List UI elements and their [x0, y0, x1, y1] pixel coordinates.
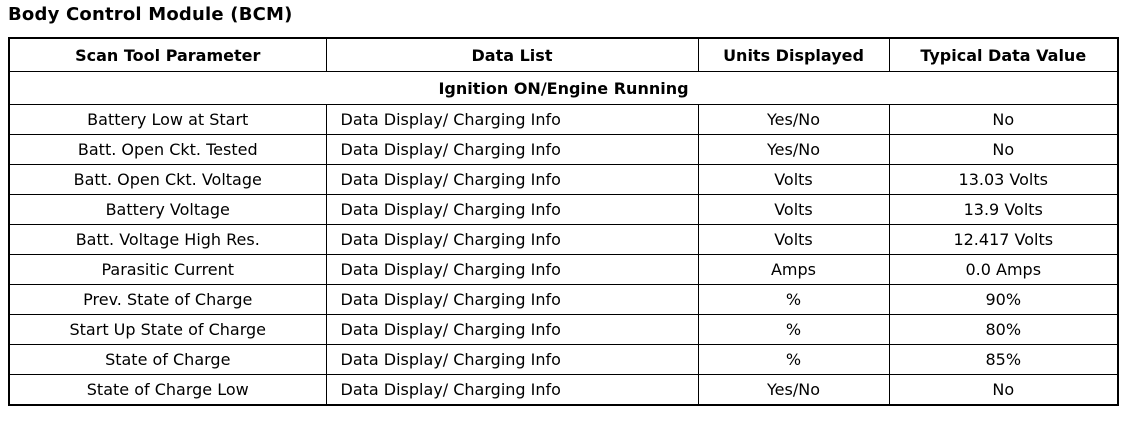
cell-typical-data-value: 12.417 Volts — [889, 225, 1118, 255]
cell-units-displayed: Yes/No — [698, 135, 889, 165]
cell-data-list: Data Display/ Charging Info — [326, 285, 698, 315]
cell-units-displayed: % — [698, 285, 889, 315]
cell-units-displayed: Volts — [698, 195, 889, 225]
cell-typical-data-value: No — [889, 375, 1118, 406]
cell-units-displayed: % — [698, 315, 889, 345]
table-row — [9, 105, 1118, 135]
cell-scan-tool-parameter: State of Charge — [9, 345, 326, 375]
table-row — [9, 285, 1118, 315]
cell-scan-tool-parameter: Prev. State of Charge — [9, 285, 326, 315]
cell-units-displayed: Volts — [698, 225, 889, 255]
cell-scan-tool-parameter: Battery Low at Start — [9, 105, 326, 135]
cell-data-list: Data Display/ Charging Info — [326, 255, 698, 285]
header-scan-tool-parameter: Scan Tool Parameter — [9, 38, 326, 72]
cell-scan-tool-parameter: Parasitic Current — [9, 255, 326, 285]
cell-units-displayed: Yes/No — [698, 105, 889, 135]
cell-data-list: Data Display/ Charging Info — [326, 195, 698, 225]
header-data-list: Data List — [326, 38, 698, 72]
cell-data-list: Data Display/ Charging Info — [326, 105, 698, 135]
bcm-data-table — [8, 37, 1119, 406]
table-row — [9, 165, 1118, 195]
cell-units-displayed: % — [698, 345, 889, 375]
table-row — [9, 255, 1118, 285]
cell-typical-data-value: 13.9 Volts — [889, 195, 1118, 225]
cell-typical-data-value: 90% — [889, 285, 1118, 315]
cell-scan-tool-parameter: Batt. Voltage High Res. — [9, 225, 326, 255]
cell-typical-data-value: No — [889, 135, 1118, 165]
header-units-displayed: Units Displayed — [698, 38, 889, 72]
table-row — [9, 195, 1118, 225]
cell-typical-data-value: 0.0 Amps — [889, 255, 1118, 285]
cell-data-list: Data Display/ Charging Info — [326, 315, 698, 345]
cell-typical-data-value: 13.03 Volts — [889, 165, 1118, 195]
cell-scan-tool-parameter: Start Up State of Charge — [9, 315, 326, 345]
header-typical-data-value: Typical Data Value — [889, 38, 1118, 72]
cell-typical-data-value: 80% — [889, 315, 1118, 345]
table-header-row — [9, 38, 1118, 72]
cell-scan-tool-parameter: Battery Voltage — [9, 195, 326, 225]
cell-data-list: Data Display/ Charging Info — [326, 165, 698, 195]
table-row — [9, 135, 1118, 165]
table-row — [9, 315, 1118, 345]
cell-typical-data-value: 85% — [889, 345, 1118, 375]
table-row — [9, 375, 1118, 406]
table-row — [9, 345, 1118, 375]
page-title: Body Control Module (BCM) — [8, 4, 293, 25]
section-row — [9, 72, 1118, 105]
cell-typical-data-value: No — [889, 105, 1118, 135]
cell-data-list: Data Display/ Charging Info — [326, 225, 698, 255]
section-label: Ignition ON/Engine Running — [9, 72, 1118, 105]
cell-data-list: Data Display/ Charging Info — [326, 345, 698, 375]
cell-scan-tool-parameter: Batt. Open Ckt. Tested — [9, 135, 326, 165]
cell-units-displayed: Volts — [698, 165, 889, 195]
cell-units-displayed: Amps — [698, 255, 889, 285]
cell-data-list: Data Display/ Charging Info — [326, 375, 698, 406]
cell-scan-tool-parameter: Batt. Open Ckt. Voltage — [9, 165, 326, 195]
table-row — [9, 225, 1118, 255]
cell-units-displayed: Yes/No — [698, 375, 889, 406]
cell-scan-tool-parameter: State of Charge Low — [9, 375, 326, 406]
cell-data-list: Data Display/ Charging Info — [326, 135, 698, 165]
